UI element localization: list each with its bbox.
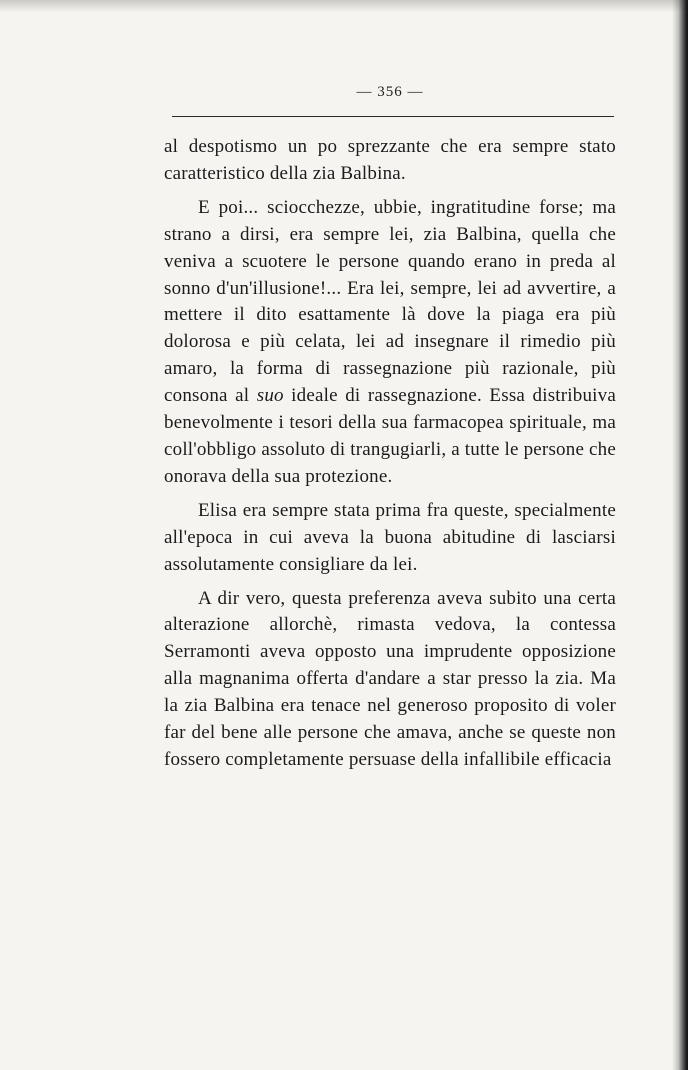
paragraph-2-text-end: ideale di rassegnazione. Essa distribuiva benevolmente i tesori della sua farmacopea spirituale, ma coll'obbligo assoluto di trangugiarli, a tutte le persone che onorava della sua protezione. <box>164 385 616 487</box>
paragraph-3: Elisa era sempre stata prima fra queste, specialmente all'epoca in cui aveva la buona abitudine di lasciarsi assolutamente consigliare da lei. <box>164 499 616 575</box>
paragraph-2 <box>164 195 616 491</box>
page-top-shadow <box>0 0 688 12</box>
page-number: — 356 — <box>356 84 424 100</box>
body-text <box>164 134 616 774</box>
page-binding-shadow <box>672 0 688 1070</box>
paragraph-1: al despotismo un po sprezzante che era sempre stato caratteristico della zia Balbina. <box>164 136 616 184</box>
paragraph-4: A dir vero, questa preferenza aveva subito una certa alterazione allorchè, rimasta vedova, la contessa Serramonti aveva opposto una imprudente opposizione alla magnanima offerta d'andare a star presso la zia. Ma la zia Balbina era tenace nel generoso proposito di voler far del bene alle persone che amava, anche se queste non fossero completamente persuase della infallibile efficacia <box>164 587 616 770</box>
paragraph-2-text-start: E poi... sciocchezze, ubbie, ingratitudine forse; ma strano a dirsi, era sempre lei, zia Balbina, quella che veniva a scuotere le persone quando erano in preda al sonno d'un'illusione!... Era lei, sempre, lei ad avvertire, a mettere il dito esattamente là dove la piaga era più dolorosa e più celata, lei ad insegnare il rimedio più amaro, la forma di rassegnazione più razionale, più consona al <box>164 196 616 407</box>
header-rule <box>172 116 614 117</box>
paragraph-2-italic-word: suo <box>256 385 284 407</box>
